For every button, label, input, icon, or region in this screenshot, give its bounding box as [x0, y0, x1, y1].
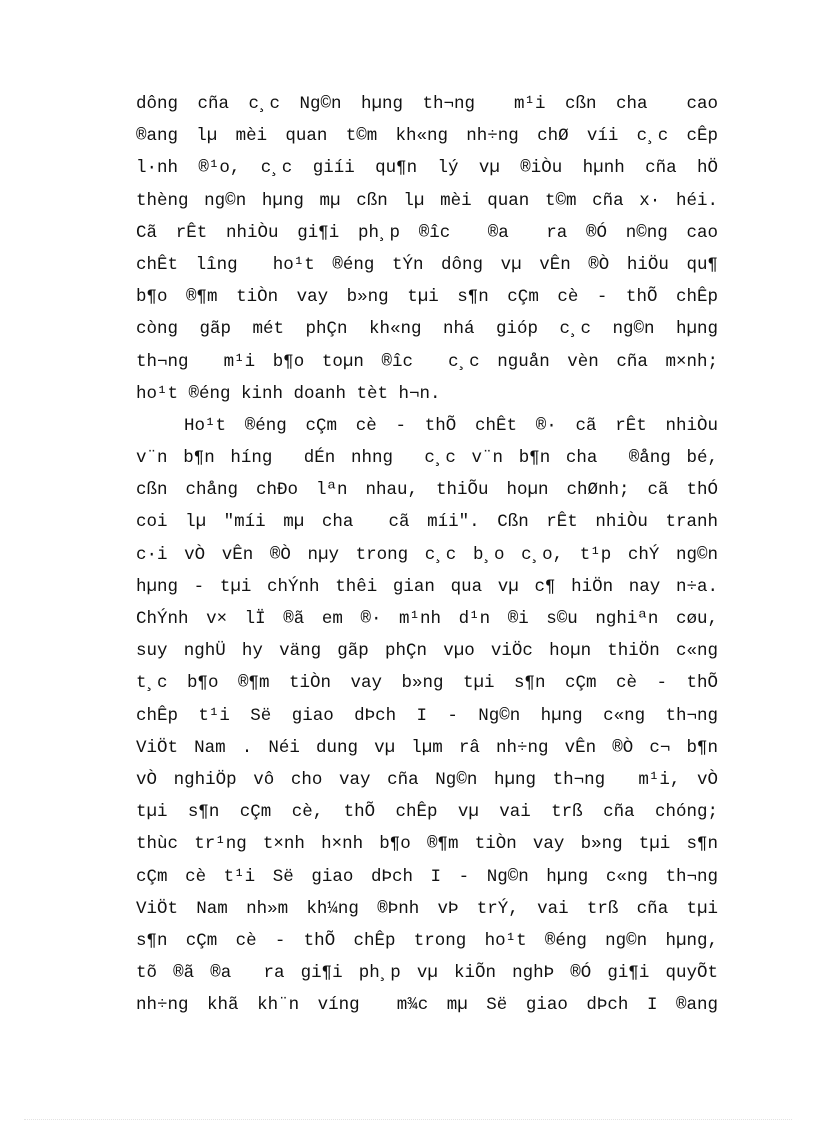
text-line: ChÝnh v× lÏ ®ã em ®· m¹nh d¹n ®i s©u nghiªn cøu, [136, 609, 718, 629]
text-line: tµi s¶n cÇm cè, thÕ chÊp vµ vai trß cña chóng; [136, 802, 718, 823]
text-line: ®ang lµ mèi quan t©m kh«ng nh÷ng chØ víi c¸c cÊp [136, 126, 718, 147]
body-text [136, 88, 718, 1021]
text-line: th¬ng m¹i b¶o toµn ®îc c¸c nguån vèn cña m×nh; [136, 351, 718, 372]
text-line: t¸c b¶o ®¶m tiÒn vay b»ng tµi s¶n cÇm cè - thÕ [136, 673, 718, 694]
text-line: thùc tr¹ng t×nh h×nh b¶o ®¶m tiÒn vay b»ng tµi s¶n [136, 834, 718, 855]
text-line: b¶o ®¶m tiÒn vay b»ng tµi s¶n cÇm cè - thÕ chÊp [136, 287, 718, 308]
text-line: ho¹t ®éng kinh doanh tèt h¬n. [136, 383, 441, 404]
text-line: vÒ nghiÖp vô cho vay cña Ng©n hµng th¬ng m¹i, vÒ [136, 769, 718, 790]
page-bottom-rule [24, 1119, 792, 1120]
text-line: còng gãp mét phÇn kh«ng nhá gióp c¸c ng©n hµng [136, 319, 718, 340]
text-line: ViÖt Nam . Néi dung vµ lµm râ nh÷ng vÊn ®Ò c¬ b¶n [136, 737, 718, 758]
text-line: thèng ng©n hµng mµ cßn lµ mèi quan t©m cña x· héi. [136, 190, 718, 211]
text-line: l·nh ®¹o, c¸c giíi qu¶n lý vµ ®iÒu hµnh cña hÖ [136, 158, 718, 179]
paragraph-first-line: Ho¹t ®éng cÇm cè - thÕ chÊt ®· cã rÊt nhiÒu [184, 415, 718, 436]
text-line: c·i vÒ vÊn ®Ò nµy trong c¸c b¸o c¸o, t¹p chÝ ng©n [136, 544, 718, 565]
text-line: Cã rÊt nhiÒu gi¶i ph¸p ®îc ®a ra ®Ó n©ng cao [136, 222, 718, 243]
text-line: cÇm cè t¹i Së giao dÞch I - Ng©n hµng c«ng th¬ng [136, 866, 718, 887]
text-line: s¶n cÇm cè - thÕ chÊp trong ho¹t ®éng ng©n hµng, [136, 930, 718, 951]
text-line: tõ ®ã ®a ra gi¶i ph¸p vµ kiÕn nghÞ ®Ó gi¶i quyÕt [136, 963, 718, 984]
text-line: dông cña c¸c Ng©n hµng th¬ng m¹i cßn cha cao [136, 94, 718, 114]
text-line: cßn chång chÐo lªn nhau, thiÕu hoµn chØnh; cã thÓ [136, 480, 718, 501]
text-line: hµng - tµi chÝnh thêi gian qua vµ c¶ hiÖn nay n÷a. [136, 576, 718, 597]
text-line: chÊp t¹i Së giao dÞch I - Ng©n hµng c«ng th¬ng [136, 705, 718, 726]
text-line: ViÖt Nam nh»m kh¼ng ®Þnh vÞ trÝ, vai trß cña tµi [136, 898, 718, 919]
text-line: chÊt lîng ho¹t ®éng tÝn dông vµ vÊn ®Ò hiÖu qu¶ [136, 254, 718, 275]
text-line: suy nghÜ hy väng gãp phÇn vµo viÖc hoµn thiÖn c«ng [136, 641, 718, 662]
text-line: nh÷ng khã kh¨n víng m¾c mµ Së giao dÞch I ®ang [136, 995, 718, 1016]
text-line: coi lµ "míi mµ cha cã míi". Cßn rÊt nhiÒu tranh [136, 512, 718, 533]
text-line: v¨n b¶n híng dÉn nhng c¸c v¨n b¶n cha ®ång bé, [136, 448, 718, 469]
